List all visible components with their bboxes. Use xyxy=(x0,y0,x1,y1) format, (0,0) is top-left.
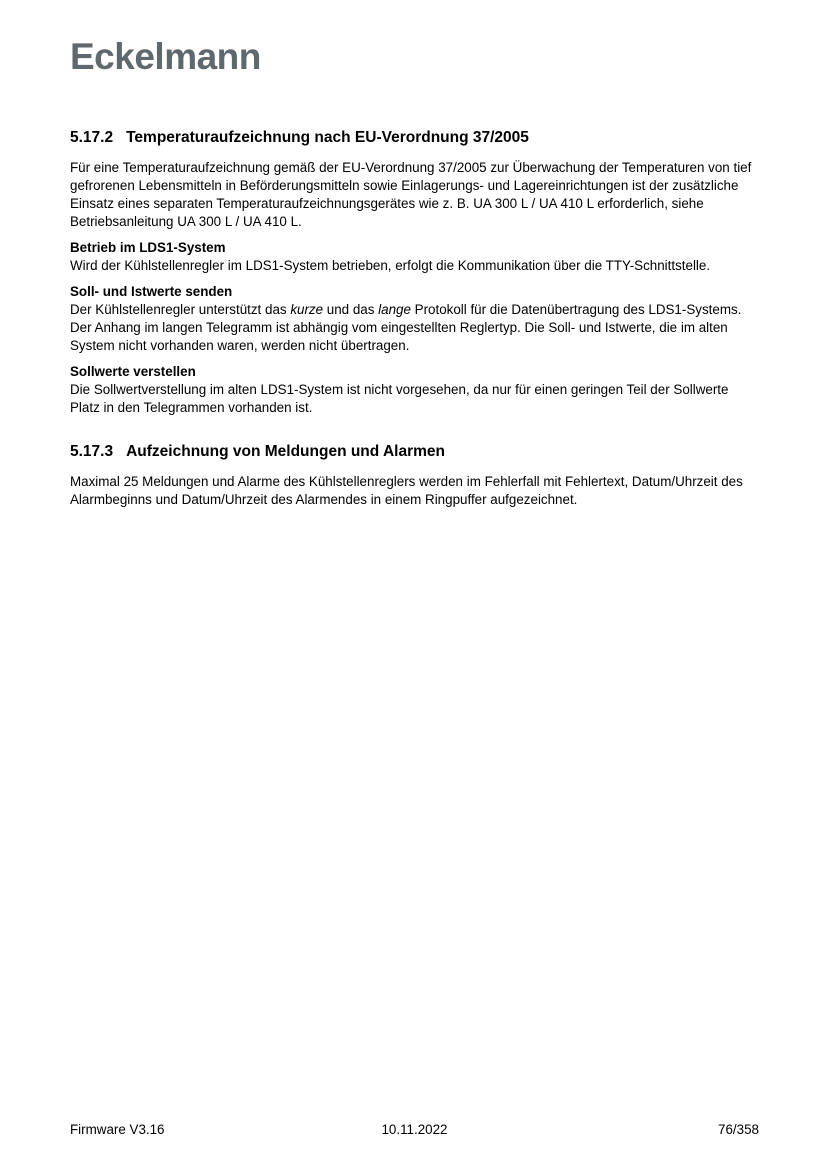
section-number: 5.17.2 xyxy=(70,129,114,146)
section-heading-5-17-3 xyxy=(70,443,759,461)
footer-page-number: 76/358 xyxy=(718,1122,759,1137)
italic-term-lange: lange xyxy=(378,302,411,317)
eckelmann-logo: Eckelmann xyxy=(70,36,261,77)
subsection-heading: Soll- und Istwerte senden xyxy=(70,284,233,299)
subsection-sollwerte-verstellen xyxy=(70,363,759,417)
section-heading-5-17-2 xyxy=(70,129,759,147)
body-segment: Der Kühlstellenregler unterstützt das xyxy=(70,302,291,317)
subsection-soll-und-istwerte-senden xyxy=(70,283,759,355)
page-footer xyxy=(70,1122,759,1137)
subsection-heading: Betrieb im LDS1-System xyxy=(70,240,226,255)
section-number: 5.17.3 xyxy=(70,443,114,460)
body-segment: und das xyxy=(323,302,379,317)
section-title: Temperaturaufzeichnung nach EU-Verordnung 37/2005 xyxy=(126,129,529,146)
italic-term-kurze: kurze xyxy=(290,302,324,317)
section-paragraph: Maximal 25 Meldungen und Alarme des Kühlstellenreglers werden im Fehlerfall mit Fehlertext, Datum/Uhrzeit des Alarmbeginns und Datum/Uhrzeit des Alarmendes in einem Ringpuffer aufgezeichnet. xyxy=(70,474,743,507)
subsection-body xyxy=(70,301,759,355)
subsection-body: Wird der Kühlstellenregler im LDS1-System betrieben, erfolgt die Kommunikation über die TTY-Schnittstelle. xyxy=(70,258,711,273)
subsection-betrieb-im-lds1-system xyxy=(70,239,759,275)
footer-date: 10.11.2022 xyxy=(381,1122,448,1137)
page-content xyxy=(70,0,759,509)
section-title: Aufzeichnung von Meldungen und Alarmen xyxy=(126,443,446,460)
body-segment: Protokoll für die Datenübertragung des LDS1-Systems. Der Anhang im langen Telegramm ist abhängig vom eingestellten Reglertyp. Die Soll- und Istwerte, die im alten System nicht vorhanden waren, werden nicht übertragen. xyxy=(70,302,742,353)
intro-paragraph: Für eine Temperaturaufzeichnung gemäß der EU-Verordnung 37/2005 zur Überwachung der Temperaturen von tief gefrorenen Lebensmitteln in Beförderungsmitteln sowie Einlagerungs- und Lagereinrichtungen ist der zusätzliche Einsatz eines separaten Temperaturaufzeichnungsgerätes wie z. B. UA 300 L / UA 410 L erforderlich, siehe Betriebsanleitung UA 300 L / UA 410 L. xyxy=(70,160,752,229)
subsection-heading: Sollwerte verstellen xyxy=(70,364,196,379)
subsection-body: Die Sollwertverstellung im alten LDS1-System ist nicht vorgesehen, da nur für einen geringen Teil der Sollwerte Platz in den Telegrammen vorhanden ist. xyxy=(70,382,729,415)
footer-firmware-version: Firmware V3.16 xyxy=(70,1122,165,1137)
